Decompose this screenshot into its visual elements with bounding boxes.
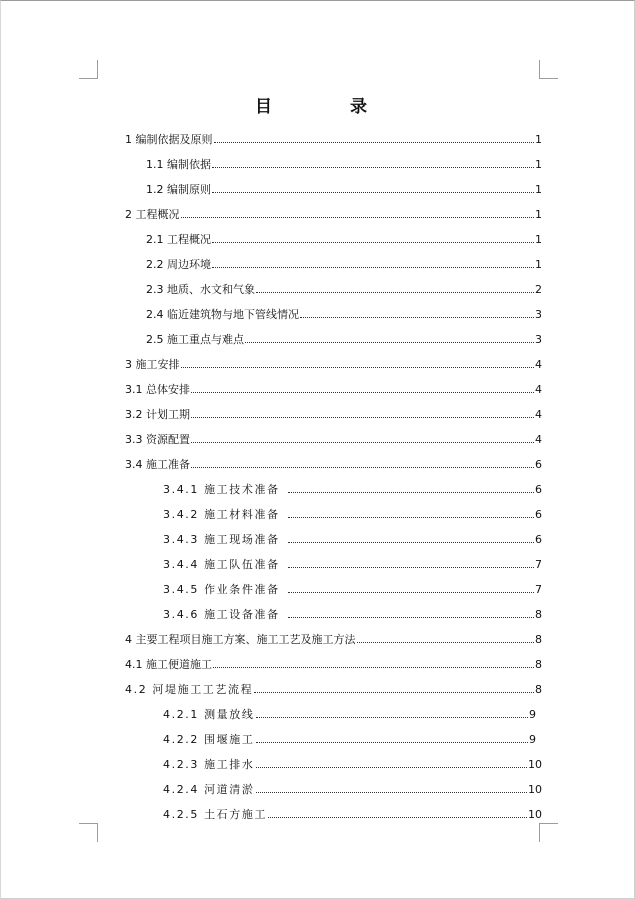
toc-entry[interactable] <box>125 353 542 371</box>
toc-entry[interactable] <box>125 453 542 471</box>
toc-entry-page: 1 <box>535 258 542 271</box>
toc-leader-dots <box>268 817 527 818</box>
toc-entry-page: 7 <box>535 583 542 596</box>
toc-entry-label: 3.1 总体安排 <box>125 383 190 396</box>
toc-title: 目 录 <box>255 97 403 117</box>
toc-entry-label: 3.3 资源配置 <box>125 433 190 446</box>
toc-leader-dots <box>214 142 535 143</box>
toc-leader-dots <box>288 517 534 518</box>
toc-entry-page: 8 <box>535 608 542 621</box>
toc-entry[interactable] <box>146 178 542 196</box>
toc-entry-label: 4.2.1 测量放线 <box>163 708 255 721</box>
toc-entry-page: 6 <box>535 508 542 521</box>
toc-entry[interactable] <box>146 328 542 346</box>
toc-entry[interactable] <box>125 403 542 421</box>
toc-entry-page: 6 <box>535 483 542 496</box>
toc-entry[interactable] <box>163 578 542 596</box>
toc-leader-dots <box>357 642 535 643</box>
toc-entry-page: 10 <box>528 758 542 771</box>
toc-entry-label: 1 编制依据及原则 <box>125 133 213 146</box>
toc-leader-dots <box>288 617 534 618</box>
toc-entry-label: 2.5 施工重点与难点 <box>146 333 244 346</box>
toc-leader-dots <box>181 367 535 368</box>
toc-entry[interactable] <box>125 378 542 396</box>
toc-leader-dots <box>191 392 534 393</box>
toc-entry-page: 1 <box>535 133 542 146</box>
toc-entry-label: 3.4.6 施工设备准备 <box>163 608 280 621</box>
toc-entry[interactable] <box>146 153 542 171</box>
toc-entry-label: 4 主要工程项目施工方案、施工工艺及施工方法 <box>125 633 356 646</box>
toc-entry-page: 8 <box>535 683 542 696</box>
toc-entry-page: 1 <box>535 208 542 221</box>
toc-leader-dots <box>256 292 534 293</box>
toc-entry[interactable] <box>146 278 542 296</box>
toc-entry-page: 9 <box>529 708 536 721</box>
toc-entry-label: 4.2.5 土石方施工 <box>163 808 268 821</box>
toc-entry-label: 3.4.4 施工队伍准备 <box>163 558 280 571</box>
toc-entry-page: 4 <box>535 408 542 421</box>
toc-entry-page: 6 <box>535 458 542 471</box>
toc-leader-dots <box>245 342 534 343</box>
toc-entry[interactable] <box>125 678 542 696</box>
toc-entry-label: 3.4.1 施工技术准备 <box>163 483 280 496</box>
toc-entry[interactable] <box>163 728 536 746</box>
toc-entry-label: 4.2 河堤施工工艺流程 <box>125 683 254 696</box>
toc-entry-page: 4 <box>535 358 542 371</box>
crop-mark-top-right <box>539 60 558 79</box>
toc-entry[interactable] <box>163 553 542 571</box>
toc-leader-dots <box>181 217 535 218</box>
toc-entry-label: 3.2 计划工期 <box>125 408 190 421</box>
toc-entry-page: 7 <box>535 558 542 571</box>
toc-entry-label: 4.2.4 河道清淤 <box>163 783 255 796</box>
toc-entry[interactable] <box>163 753 542 771</box>
crop-mark-top-left <box>79 60 98 79</box>
toc-entry-label: 4.1 施工便道施工 <box>125 658 212 671</box>
toc-entry-page: 2 <box>535 283 542 296</box>
toc-leader-dots <box>254 692 534 693</box>
toc-entry-page: 4 <box>535 383 542 396</box>
toc-leader-dots <box>288 567 534 568</box>
toc-entry-label: 1.2 编制原则 <box>146 183 211 196</box>
toc-entry-label: 3.4.3 施工现场准备 <box>163 533 280 546</box>
toc-leader-dots <box>213 667 534 668</box>
crop-mark-bottom-right <box>539 823 558 842</box>
toc-leader-dots <box>256 767 528 768</box>
toc-entry-label: 2.2 周边环境 <box>146 258 211 271</box>
toc-leader-dots <box>191 442 534 443</box>
toc-entry[interactable] <box>146 303 542 321</box>
toc-entry[interactable] <box>163 528 542 546</box>
toc-leader-dots <box>191 417 534 418</box>
toc-entry-page: 6 <box>535 533 542 546</box>
toc-entry[interactable] <box>163 803 542 821</box>
toc-entry-label: 2 工程概况 <box>125 208 180 221</box>
toc-entry-label: 3.4 施工准备 <box>125 458 190 471</box>
toc-entry-page: 4 <box>535 433 542 446</box>
toc-leader-dots <box>191 467 534 468</box>
toc-entry-page: 3 <box>535 308 542 321</box>
toc-entry-page: 8 <box>535 658 542 671</box>
toc-leader-dots <box>288 492 534 493</box>
toc-entry-page: 1 <box>535 183 542 196</box>
toc-entry[interactable] <box>125 653 542 671</box>
toc-entry-label: 4.2.3 施工排水 <box>163 758 255 771</box>
toc-entry[interactable] <box>125 128 542 146</box>
toc-entry-page: 10 <box>528 808 542 821</box>
toc-entry[interactable] <box>125 428 542 446</box>
toc-entry[interactable] <box>146 253 542 271</box>
toc-leader-dots <box>288 592 534 593</box>
toc-entry-label: 1.1 编制依据 <box>146 158 211 171</box>
toc-entry[interactable] <box>163 478 542 496</box>
toc-leader-dots <box>212 192 534 193</box>
toc-entry-label: 2.1 工程概况 <box>146 233 211 246</box>
toc-leader-dots <box>212 267 534 268</box>
toc-entry[interactable] <box>146 228 542 246</box>
toc-entry-page: 9 <box>529 733 536 746</box>
toc-leader-dots <box>288 542 534 543</box>
toc-entry[interactable] <box>125 628 542 646</box>
toc-entry-page: 1 <box>535 158 542 171</box>
toc-entry[interactable] <box>163 703 536 721</box>
toc-entry-label: 4.2.2 围堰施工 <box>163 733 255 746</box>
toc-leader-dots <box>256 742 529 743</box>
toc-entry[interactable] <box>163 603 542 621</box>
toc-entry-page: 10 <box>528 783 542 796</box>
toc-entry-label: 3.4.2 施工材料准备 <box>163 508 280 521</box>
toc-leader-dots <box>256 792 528 793</box>
crop-mark-bottom-left <box>79 823 98 842</box>
toc-entry-page: 1 <box>535 233 542 246</box>
toc-entry-page: 8 <box>535 633 542 646</box>
toc-leader-dots <box>212 242 534 243</box>
toc-entry[interactable] <box>125 203 542 221</box>
toc-leader-dots <box>256 717 529 718</box>
toc-leader-dots <box>300 317 534 318</box>
toc-entry-page: 3 <box>535 333 542 346</box>
toc-entry[interactable] <box>163 503 542 521</box>
toc-entry-label: 3.4.5 作业条件准备 <box>163 583 280 596</box>
toc-entry[interactable] <box>163 778 542 796</box>
toc-entry-label: 3 施工安排 <box>125 358 180 371</box>
toc-leader-dots <box>212 167 534 168</box>
toc-entry-label: 2.3 地质、水文和气象 <box>146 283 255 296</box>
toc-entry-label: 2.4 临近建筑物与地下管线情况 <box>146 308 299 321</box>
